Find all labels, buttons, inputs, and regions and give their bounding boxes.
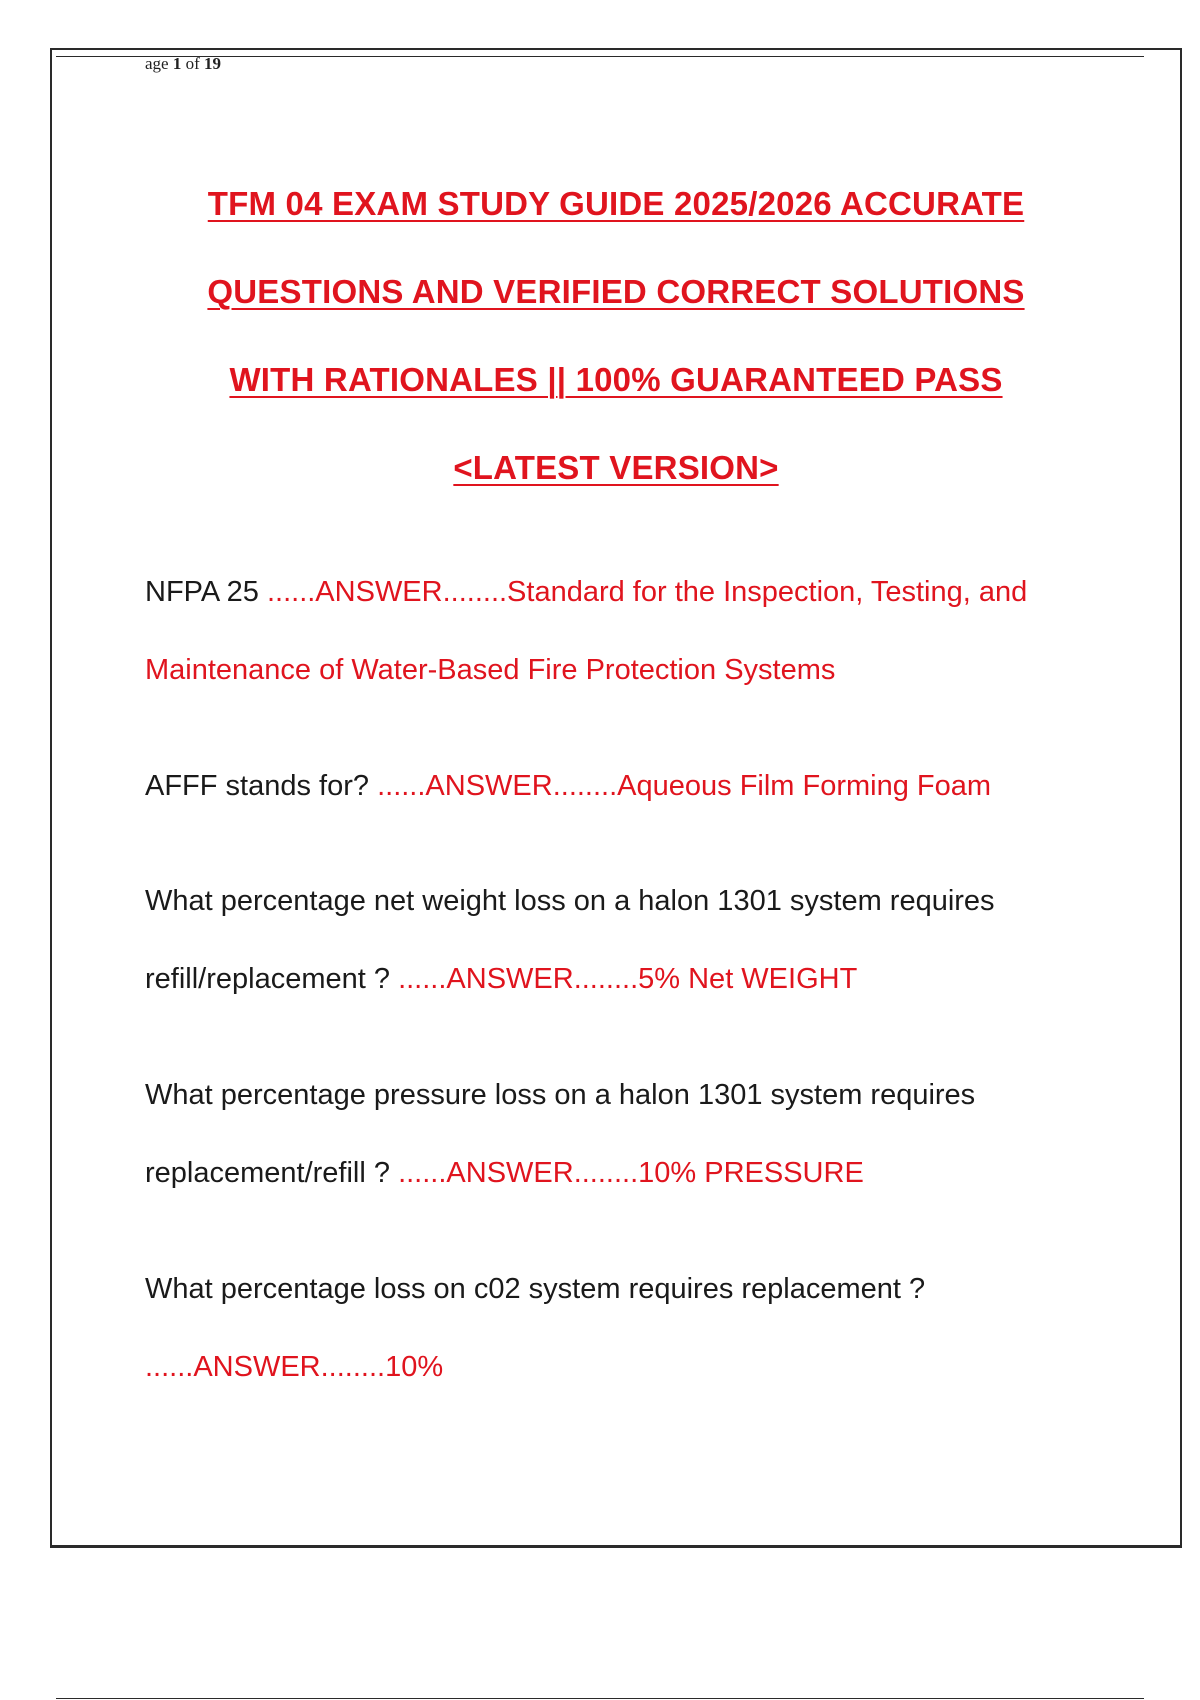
document-title	[60, 178, 1172, 530]
page-of: of	[181, 54, 205, 73]
qa-item-nfpa25	[145, 553, 1095, 709]
qa-item-co2	[145, 1250, 1095, 1406]
answer-text: ......ANSWER........10% PRESSURE	[398, 1157, 864, 1189]
page-number: 1	[172, 54, 182, 73]
page-prefix: age	[145, 54, 173, 73]
title-line-4: <LATEST VERSION>	[453, 449, 779, 486]
page-counter	[145, 54, 221, 74]
answer-text: ......ANSWER........10%	[145, 1351, 444, 1383]
question-text: What percentage net weight loss on a halon 1301 system requires refill/replacement ?	[145, 885, 995, 995]
question-text: AFFF stands for?	[145, 770, 378, 802]
page-total: 19	[204, 54, 222, 73]
qa-item-afff	[145, 747, 1095, 825]
question-text: What percentage pressure loss on a halon 1301 system requires replacement/refill ?	[145, 1079, 976, 1189]
question-text: What percentage loss on c02 system requires replacement ?	[145, 1273, 926, 1305]
answer-text: ......ANSWER........Standard for the Inspection, Testing, and Maintenance of Water-Based Fire Protection Systems	[145, 576, 1028, 686]
answer-text: ......ANSWER........5% Net WEIGHT	[398, 963, 858, 995]
qa-item-halon-weight	[145, 862, 1095, 1018]
answer-text: ......ANSWER........Aqueous Film Forming Foam	[377, 770, 992, 802]
title-line-3: WITH RATIONALES || 100% GUARANTEED PASS	[229, 361, 1003, 398]
title-line-2: QUESTIONS AND VERIFIED CORRECT SOLUTIONS	[207, 273, 1025, 310]
qa-item-halon-pressure	[145, 1056, 1095, 1212]
footer-rule	[56, 1698, 1144, 1699]
question-text: NFPA 25	[145, 576, 267, 608]
title-line-1: TFM 04 EXAM STUDY GUIDE 2025/2026 ACCURATE	[207, 185, 1025, 222]
